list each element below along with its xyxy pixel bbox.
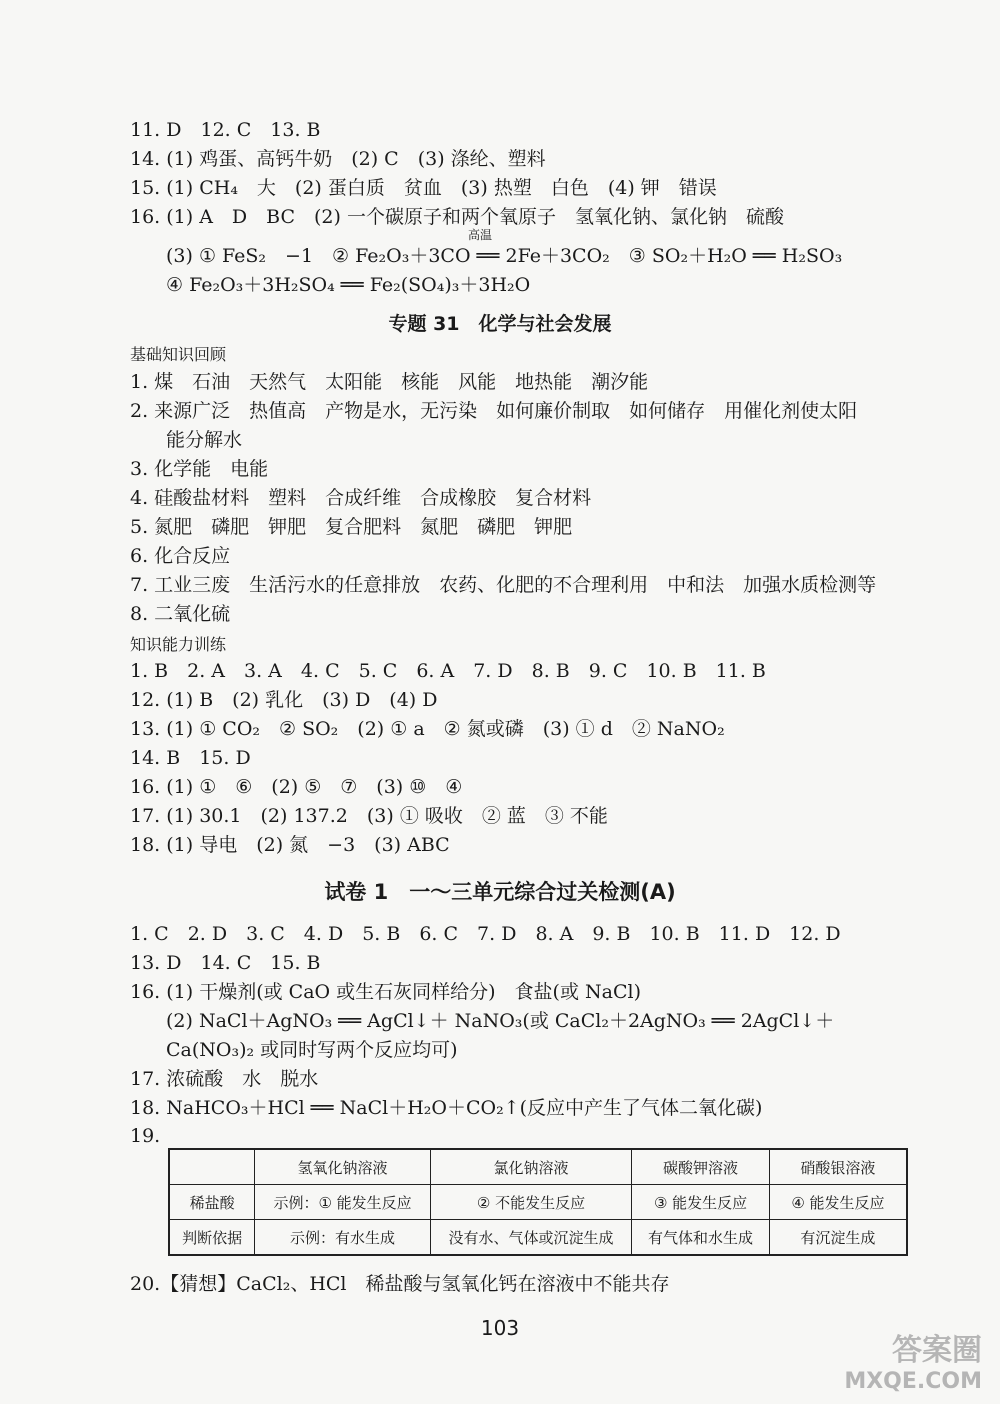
basic-knowledge-heading: 基础知识回顾	[130, 345, 227, 364]
test-line-16-2-cont: Ca(NO₃)₂ 或同时写两个反应均可)	[166, 1039, 458, 1061]
training-line-16: 16. (1) ① ⑥ (2) ⑤ ⑦ (3) ⑩ ④	[130, 776, 463, 798]
basic-line-6: 6. 化合反应	[130, 545, 231, 567]
training-line-18: 18. (1) 导电 (2) 氮 −3 (3) ABC	[130, 834, 450, 856]
table-header-cell: 硝酸银溶液	[769, 1149, 907, 1185]
test-line-20: 20.【猜想】CaCl₂、HCl 稀盐酸与氢氧化钙在溶液中不能共存	[130, 1273, 670, 1295]
table-cell: 没有水、气体或沉淀生成	[430, 1220, 631, 1256]
training-heading: 知识能力训练	[130, 635, 227, 654]
training-line-17: 17. (1) 30.1 (2) 137.2 (3) ① 吸收 ② 蓝 ③ 不能	[130, 805, 608, 827]
table-cell: 有沉淀生成	[769, 1220, 907, 1256]
training-line-14-15: 14. B 15. D	[130, 747, 251, 769]
table-header-cell	[169, 1149, 255, 1185]
basic-line-1: 1. 煤 石油 天然气 太阳能 核能 风能 地热能 潮汐能	[130, 371, 649, 393]
watermark	[844, 1325, 982, 1394]
table-cell: 稀盐酸	[169, 1185, 255, 1220]
table-cell: ② 不能发生反应	[430, 1185, 631, 1220]
test-line-19: 19.	[130, 1125, 161, 1147]
table-row	[169, 1220, 907, 1256]
table-cell: 示例：① 能发生反应	[255, 1185, 431, 1220]
topic-31-title: 专题 31 化学与社会发展	[388, 313, 612, 335]
basic-line-3: 3. 化学能 电能	[130, 458, 269, 480]
answer-line-15: 15. (1) CH₄ 大 (2) 蛋白质 贫血 (3) 热塑 白色 (4) 钾 错误	[130, 177, 717, 199]
table-header-cell: 氢氧化钠溶液	[255, 1149, 431, 1185]
test-line-17: 17. 浓硫酸 水 脱水	[130, 1068, 319, 1090]
table-cell: 示例：有水生成	[255, 1220, 431, 1256]
training-line-13: 13. (1) ① CO₂ ② SO₂ (2) ① a ② 氮或磷 (3) ① d ② NaNO₂	[130, 718, 725, 740]
test-line-16: 16. (1) 干燥剂(或 CaO 或生石灰同样给分) 食盐(或 NaCl)	[130, 981, 641, 1003]
table-header-cell: 氯化钠溶液	[430, 1149, 631, 1185]
basic-line-7: 7. 工业三废 生活污水的任意排放 农药、化肥的不合理利用 中和法 加强水质检测等	[130, 574, 877, 596]
test-line-13-15: 13. D 14. C 15. B	[130, 952, 321, 974]
answer-line-11-13: 11. D 12. C 13. B	[130, 119, 321, 141]
table-header-row	[169, 1149, 907, 1185]
basic-line-4: 4. 硅酸盐材料 塑料 合成纤维 合成橡胶 复合材料	[130, 487, 592, 509]
table-cell: ④ 能发生反应	[769, 1185, 907, 1220]
table-row	[169, 1185, 907, 1220]
test-line-1-12: 1. C 2. D 3. C 4. D 5. B 6. C 7. D 8. A 9. B 10. B 11. D 12. D	[130, 923, 841, 945]
watermark-logo: 答案圈	[892, 1333, 982, 1368]
basic-line-2: 2. 来源广泛 热值高 产物是水，无污染 如何廉价制取 如何储存 用催化剂使太阳	[130, 400, 858, 422]
basic-line-5: 5. 氮肥 磷肥 钾肥 复合肥料 氮肥 磷肥 钾肥	[130, 516, 573, 538]
reaction-judgment-table	[168, 1148, 908, 1256]
test-line-16-2: (2) NaCl＋AgNO₃ ══ AgCl↓＋ NaNO₃(或 CaCl₂＋2AgNO₃ ══ 2AgCl↓＋	[166, 1010, 835, 1032]
table-cell: 有气体和水生成	[632, 1220, 770, 1256]
table-cell: ③ 能发生反应	[632, 1185, 770, 1220]
table-cell: 判断依据	[169, 1220, 255, 1256]
basic-line-8: 8. 二氧化硫	[130, 603, 231, 625]
watermark-url: MXQE.COM	[844, 1369, 982, 1394]
basic-line-2-cont: 能分解水	[166, 429, 243, 451]
answer-line-16: 16. (1) A D BC (2) 一个碳原子和两个氧原子 氢氧化钠、氯化钠 硫酸	[130, 206, 784, 228]
answer-line-16-4: ④ Fe₂O₃＋3H₂SO₄ ══ Fe₂(SO₄)₃＋3H₂O	[166, 274, 531, 296]
answer-line-14: 14. (1) 鸡蛋、高钙牛奶 (2) C (3) 涤纶、塑料	[130, 148, 546, 170]
answer-line-16-3: (3) ① FeS₂ −1 ② Fe₂O₃＋3CO ══ 2Fe＋3CO₂ ③ SO₂＋H₂O ══ H₂SO₃	[166, 245, 843, 267]
test-line-18: 18. NaHCO₃＋HCl ══ NaCl＋H₂O＋CO₂↑(反应中产生了气体二氧化碳)	[130, 1097, 763, 1119]
training-line-12: 12. (1) B (2) 乳化 (3) D (4) D	[130, 689, 438, 711]
test-1-title: 试卷 1 一～三单元综合过关检测(A)	[324, 880, 676, 904]
high-temp-condition: 高温	[468, 228, 493, 242]
table-header-cell: 碳酸钾溶液	[632, 1149, 770, 1185]
page-number: 103	[480, 1316, 520, 1340]
training-line-1: 1. B 2. A 3. A 4. C 5. C 6. A 7. D 8. B 9. C 10. B 11. B	[130, 660, 766, 682]
